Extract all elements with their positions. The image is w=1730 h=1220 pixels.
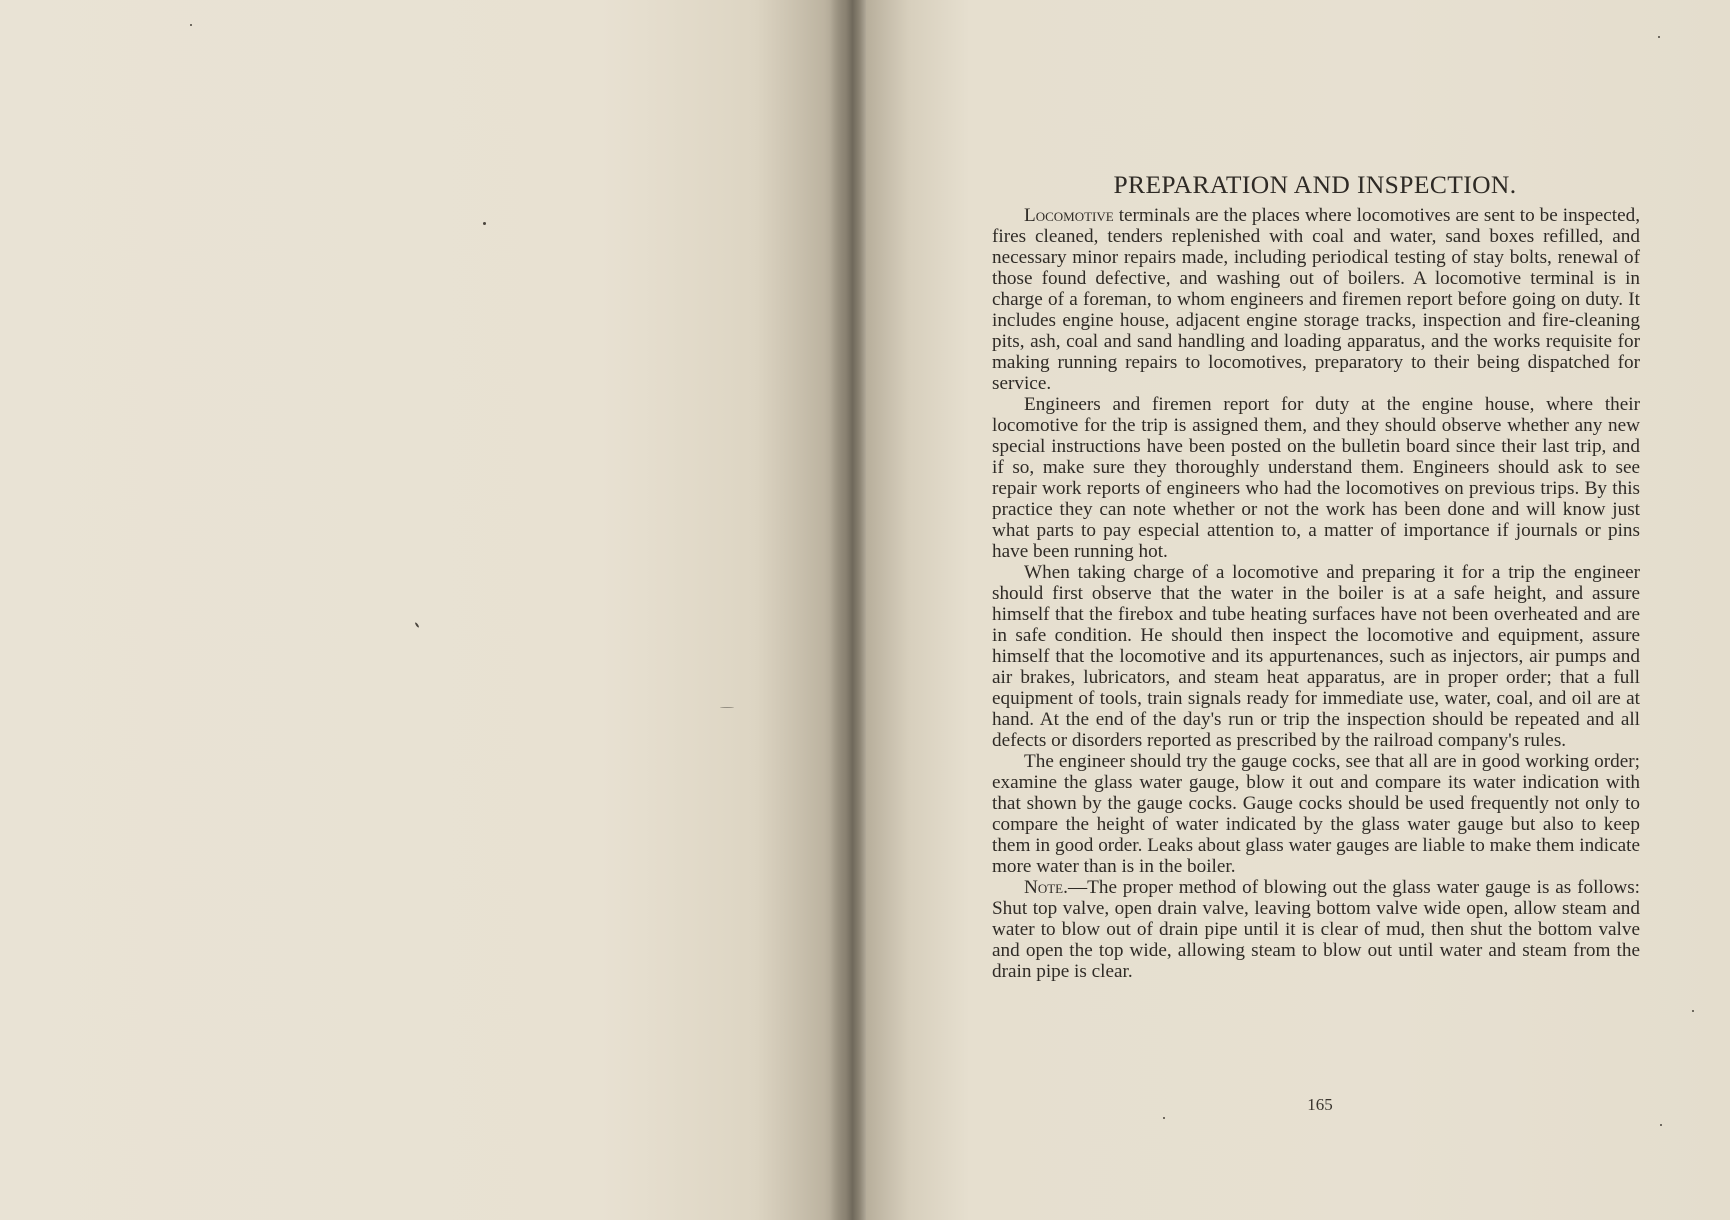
paragraph-lead: Locomotive [1024, 205, 1114, 226]
paragraph-text: The engineer should try the gauge cocks, see that all are in good working order; examine the glass water gauge, blow it out and compare its water indication with that shown by the gauge cocks. Gauge cocks should be used frequently not only to compare the height of water indicated by the glass water gauge but also to keep them in good order. Leaks about glass water gauges are liable to make them indicate more water than is in the boiler. [992, 751, 1640, 877]
paper-speck [1163, 1117, 1165, 1119]
paper-speck [1692, 1010, 1694, 1012]
paragraph [992, 877, 1640, 982]
left-page-blank [0, 0, 858, 1220]
paragraph [992, 394, 1640, 562]
paragraph-text: —The proper method of blowing out the glass water gauge is as follows: Shut top valve, open drain valve, leaving bottom valve wide open, allow steam and water to blow out of drain pipe until it is clear of mud, then shut the bottom valve and open the top wide, allowing steam to blow out until water and steam from the drain pipe is clear. [992, 877, 1640, 982]
paragraph-text: terminals are the places where locomotives are sent to be inspected, fires cleaned, tenders replenished with coal and water, sand boxes refilled, and necessary minor repairs made, including periodical testing of stay bolts, renewal of those found defective, and washing out of boilers. A locomotive terminal is in charge of a foreman, to whom engineers and firemen report before going on duty. It includes engine house, adjacent engine storage tracks, inspection and fire-cleaning pits, ash, coal and sand handling and loading apparatus, and the works requisite for making running repairs to locomotives, preparatory to their being dispatched for service. [992, 205, 1640, 394]
page-body [992, 205, 1640, 982]
paragraph [992, 751, 1640, 877]
paragraph [992, 205, 1640, 394]
paragraph-text: Engineers and firemen report for duty at the engine house, where their locomotive for the trip is assigned them, and they should observe whether any new special instructions have been posted on the bulletin board since their last trip, and if so, make sure they thoroughly understand them. Engineers should ask to see repair work reports of engineers who had the locomotives on previous trips. By this practice they can note whether or not the work has been done and will know just what parts to pay especial attention to, a matter of importance if journals or pins have been running hot. [992, 394, 1640, 562]
paragraph-lead: Note. [1024, 877, 1068, 898]
paper-speck [190, 24, 192, 26]
paper-speck [414, 622, 419, 628]
page-heading: PREPARATION AND INSPECTION. [1113, 170, 1517, 199]
paper-speck [483, 222, 486, 225]
paragraph-text: When taking charge of a locomotive and preparing it for a trip the engineer should first observe that the water in the boiler is at a safe height, and assure himself that the firebox and tube heating surfaces have not been overheated and are in safe condition. He should then inspect the locomotive and equipment, assure himself that the locomotive and its appurtenances, such as injectors, air pumps and air brakes, lubricators, and steam heat apparatus, are in proper order; that a full equipment of tools, train signals ready for immediate use, water, coal, and oil are at hand. At the end of the day's run or trip the inspection should be repeated and all defects or disorders reported as prescribed by the railroad company's rules. [992, 562, 1640, 751]
paper-speck [720, 707, 734, 708]
paragraph [992, 562, 1640, 751]
paper-speck [1658, 36, 1660, 38]
page-number: 165 [1307, 1095, 1333, 1114]
paper-speck [1660, 1124, 1662, 1126]
